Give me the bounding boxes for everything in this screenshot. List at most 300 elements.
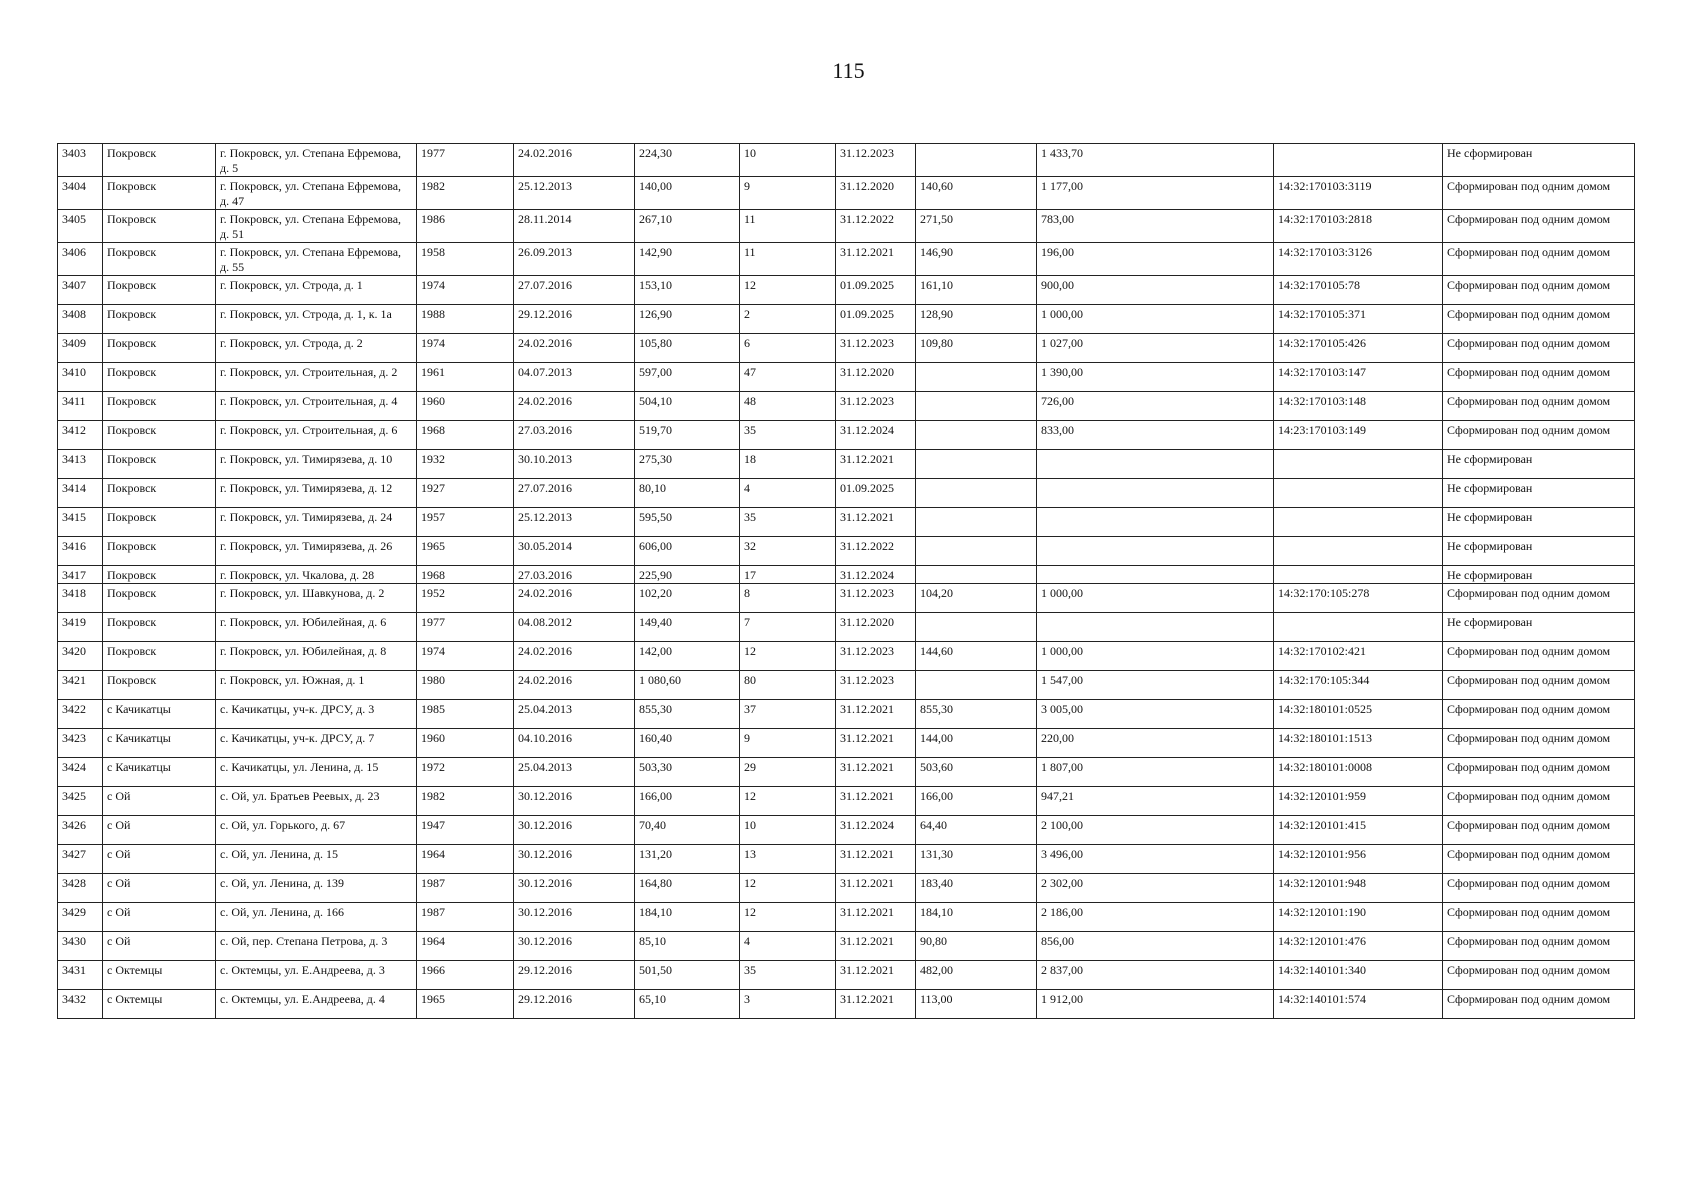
table-row xyxy=(58,144,1635,177)
land-status-cell: Сформирован под одним домом xyxy=(1443,903,1635,932)
deadline-cell: 31.12.2023 xyxy=(836,144,916,177)
cadastral-number-cell xyxy=(1274,479,1443,508)
date-cell: 04.07.2013 xyxy=(514,363,635,392)
land-status-cell: Сформирован под одним домом xyxy=(1443,816,1635,845)
table-row xyxy=(58,450,1635,479)
record-number-cell: 3405 xyxy=(58,210,103,243)
address-cell: г. Покровск, ул. Степана Ефремова, д. 51 xyxy=(216,210,417,243)
address-cell: г. Покровск, ул. Юбилейная, д. 8 xyxy=(216,642,417,671)
year-built-cell: 1947 xyxy=(417,816,514,845)
deadline-cell: 31.12.2023 xyxy=(836,642,916,671)
cadastral-number-cell: 14:32:120101:415 xyxy=(1274,816,1443,845)
cadastral-number-cell: 14:32:170103:148 xyxy=(1274,392,1443,421)
year-built-cell: 1982 xyxy=(417,787,514,816)
land-area-cell xyxy=(916,537,1037,566)
date-cell: 25.04.2013 xyxy=(514,758,635,787)
address-cell: г. Покровск, ул. Тимирязева, д. 10 xyxy=(216,450,417,479)
settlement-cell: с Качикатцы xyxy=(103,700,216,729)
land-status-cell: Сформирован под одним домом xyxy=(1443,671,1635,700)
amount-cell xyxy=(1037,537,1274,566)
area-cell: 65,10 xyxy=(635,990,740,1019)
settlement-cell: Покровск xyxy=(103,210,216,243)
table-row xyxy=(58,642,1635,671)
record-number-cell: 3403 xyxy=(58,144,103,177)
settlement-cell: Покровск xyxy=(103,508,216,537)
amount-cell: 2 837,00 xyxy=(1037,961,1274,990)
land-area-cell: 482,00 xyxy=(916,961,1037,990)
amount-cell: 2 100,00 xyxy=(1037,816,1274,845)
area-cell: 126,90 xyxy=(635,305,740,334)
date-cell: 25.04.2013 xyxy=(514,700,635,729)
land-area-cell: 104,20 xyxy=(916,584,1037,613)
table-row xyxy=(58,305,1635,334)
cadastral-number-cell: 14:32:180101:0008 xyxy=(1274,758,1443,787)
residents-cell: 12 xyxy=(740,874,836,903)
land-area-cell: 166,00 xyxy=(916,787,1037,816)
cadastral-number-cell xyxy=(1274,508,1443,537)
year-built-cell: 1964 xyxy=(417,845,514,874)
record-number-cell: 3414 xyxy=(58,479,103,508)
area-cell: 160,40 xyxy=(635,729,740,758)
land-area-cell xyxy=(916,508,1037,537)
land-area-cell xyxy=(916,613,1037,642)
settlement-cell: с Ой xyxy=(103,903,216,932)
table-row xyxy=(58,334,1635,363)
land-area-cell xyxy=(916,450,1037,479)
table-row xyxy=(58,508,1635,537)
table-row xyxy=(58,671,1635,700)
land-status-cell: Не сформирован xyxy=(1443,479,1635,508)
residents-cell: 12 xyxy=(740,903,836,932)
cadastral-number-cell: 14:32:120101:956 xyxy=(1274,845,1443,874)
land-area-cell: 855,30 xyxy=(916,700,1037,729)
land-status-cell: Сформирован под одним домом xyxy=(1443,642,1635,671)
cadastral-number-cell: 14:32:180101:1513 xyxy=(1274,729,1443,758)
deadline-cell: 31.12.2021 xyxy=(836,932,916,961)
address-cell: с. Октемцы, ул. Е.Андреева, д. 4 xyxy=(216,990,417,1019)
settlement-cell: Покровск xyxy=(103,243,216,276)
year-built-cell: 1932 xyxy=(417,450,514,479)
amount-cell: 2 302,00 xyxy=(1037,874,1274,903)
cadastral-number-cell: 14:32:140101:340 xyxy=(1274,961,1443,990)
settlement-cell: Покровск xyxy=(103,450,216,479)
address-cell: с. Ой, ул. Горького, д. 67 xyxy=(216,816,417,845)
table-row xyxy=(58,421,1635,450)
amount-cell xyxy=(1037,508,1274,537)
year-built-cell: 1980 xyxy=(417,671,514,700)
address-cell: г. Покровск, ул. Южная, д. 1 xyxy=(216,671,417,700)
settlement-cell: Покровск xyxy=(103,671,216,700)
record-number-cell: 3431 xyxy=(58,961,103,990)
area-cell: 504,10 xyxy=(635,392,740,421)
area-cell: 503,30 xyxy=(635,758,740,787)
deadline-cell: 31.12.2024 xyxy=(836,421,916,450)
residents-cell: 12 xyxy=(740,642,836,671)
record-number-cell: 3428 xyxy=(58,874,103,903)
date-cell: 24.02.2016 xyxy=(514,144,635,177)
settlement-cell: с Качикатцы xyxy=(103,758,216,787)
land-area-cell: 146,90 xyxy=(916,243,1037,276)
settlement-cell: Покровск xyxy=(103,144,216,177)
land-area-cell: 184,10 xyxy=(916,903,1037,932)
deadline-cell: 31.12.2022 xyxy=(836,210,916,243)
table-row xyxy=(58,243,1635,276)
residents-cell: 18 xyxy=(740,450,836,479)
area-cell: 140,00 xyxy=(635,177,740,210)
date-cell: 30.12.2016 xyxy=(514,932,635,961)
date-cell: 30.05.2014 xyxy=(514,537,635,566)
table-body xyxy=(58,144,1635,1019)
deadline-cell: 31.12.2024 xyxy=(836,816,916,845)
table-row xyxy=(58,363,1635,392)
record-number-cell: 3419 xyxy=(58,613,103,642)
address-cell: г. Покровск, ул. Строительная, д. 2 xyxy=(216,363,417,392)
year-built-cell: 1958 xyxy=(417,243,514,276)
land-area-cell xyxy=(916,479,1037,508)
table-row xyxy=(58,276,1635,305)
cadastral-number-cell: 14:32:170103:3119 xyxy=(1274,177,1443,210)
date-cell: 25.12.2013 xyxy=(514,508,635,537)
date-cell: 25.12.2013 xyxy=(514,177,635,210)
land-status-cell: Не сформирован xyxy=(1443,144,1635,177)
year-built-cell: 1977 xyxy=(417,144,514,177)
residents-cell: 9 xyxy=(740,729,836,758)
area-cell: 855,30 xyxy=(635,700,740,729)
year-built-cell: 1961 xyxy=(417,363,514,392)
year-built-cell: 1972 xyxy=(417,758,514,787)
area-cell: 275,30 xyxy=(635,450,740,479)
amount-cell xyxy=(1037,479,1274,508)
deadline-cell: 31.12.2021 xyxy=(836,961,916,990)
amount-cell: 1 433,70 xyxy=(1037,144,1274,177)
record-number-cell: 3430 xyxy=(58,932,103,961)
residents-cell: 17 xyxy=(740,566,836,584)
table-row xyxy=(58,537,1635,566)
settlement-cell: с Ой xyxy=(103,932,216,961)
date-cell: 24.02.2016 xyxy=(514,584,635,613)
address-cell: г. Покровск, ул. Тимирязева, д. 26 xyxy=(216,537,417,566)
land-area-cell: 271,50 xyxy=(916,210,1037,243)
year-built-cell: 1968 xyxy=(417,566,514,584)
amount-cell xyxy=(1037,566,1274,584)
record-number-cell: 3427 xyxy=(58,845,103,874)
year-built-cell: 1960 xyxy=(417,392,514,421)
area-cell: 142,00 xyxy=(635,642,740,671)
cadastral-number-cell: 14:32:170:105:344 xyxy=(1274,671,1443,700)
year-built-cell: 1957 xyxy=(417,508,514,537)
table-row xyxy=(58,584,1635,613)
land-status-cell: Не сформирован xyxy=(1443,537,1635,566)
area-cell: 501,50 xyxy=(635,961,740,990)
residents-cell: 7 xyxy=(740,613,836,642)
cadastral-number-cell: 14:23:170103:149 xyxy=(1274,421,1443,450)
settlement-cell: с Октемцы xyxy=(103,990,216,1019)
amount-cell xyxy=(1037,450,1274,479)
date-cell: 27.07.2016 xyxy=(514,479,635,508)
deadline-cell: 31.12.2020 xyxy=(836,613,916,642)
record-number-cell: 3426 xyxy=(58,816,103,845)
area-cell: 597,00 xyxy=(635,363,740,392)
table-row xyxy=(58,729,1635,758)
land-area-cell: 140,60 xyxy=(916,177,1037,210)
record-number-cell: 3432 xyxy=(58,990,103,1019)
land-area-cell xyxy=(916,566,1037,584)
residents-cell: 11 xyxy=(740,243,836,276)
land-area-cell: 144,60 xyxy=(916,642,1037,671)
address-cell: с. Ой, ул. Ленина, д. 15 xyxy=(216,845,417,874)
area-cell: 102,20 xyxy=(635,584,740,613)
amount-cell: 3 496,00 xyxy=(1037,845,1274,874)
year-built-cell: 1974 xyxy=(417,642,514,671)
land-status-cell: Сформирован под одним домом xyxy=(1443,421,1635,450)
land-status-cell: Сформирован под одним домом xyxy=(1443,961,1635,990)
date-cell: 24.02.2016 xyxy=(514,671,635,700)
record-number-cell: 3412 xyxy=(58,421,103,450)
deadline-cell: 31.12.2021 xyxy=(836,874,916,903)
settlement-cell: Покровск xyxy=(103,305,216,334)
residents-cell: 3 xyxy=(740,990,836,1019)
table-row xyxy=(58,903,1635,932)
area-cell: 224,30 xyxy=(635,144,740,177)
land-status-cell: Сформирован под одним домом xyxy=(1443,392,1635,421)
year-built-cell: 1964 xyxy=(417,932,514,961)
deadline-cell: 01.09.2025 xyxy=(836,276,916,305)
land-status-cell: Сформирован под одним домом xyxy=(1443,305,1635,334)
record-number-cell: 3415 xyxy=(58,508,103,537)
address-cell: г. Покровск, ул. Строда, д. 2 xyxy=(216,334,417,363)
settlement-cell: Покровск xyxy=(103,177,216,210)
amount-cell: 1 547,00 xyxy=(1037,671,1274,700)
deadline-cell: 31.12.2021 xyxy=(836,758,916,787)
year-built-cell: 1927 xyxy=(417,479,514,508)
address-cell: с. Ой, ул. Ленина, д. 166 xyxy=(216,903,417,932)
land-area-cell xyxy=(916,671,1037,700)
record-number-cell: 3411 xyxy=(58,392,103,421)
residents-cell: 10 xyxy=(740,144,836,177)
amount-cell: 1 390,00 xyxy=(1037,363,1274,392)
residents-cell: 12 xyxy=(740,276,836,305)
settlement-cell: Покровск xyxy=(103,392,216,421)
amount-cell: 3 005,00 xyxy=(1037,700,1274,729)
area-cell: 142,90 xyxy=(635,243,740,276)
land-status-cell: Не сформирован xyxy=(1443,613,1635,642)
residents-cell: 29 xyxy=(740,758,836,787)
residents-cell: 35 xyxy=(740,961,836,990)
table-row xyxy=(58,961,1635,990)
year-built-cell: 1982 xyxy=(417,177,514,210)
land-status-cell: Не сформирован xyxy=(1443,508,1635,537)
amount-cell: 1 000,00 xyxy=(1037,584,1274,613)
record-number-cell: 3407 xyxy=(58,276,103,305)
land-area-cell: 503,60 xyxy=(916,758,1037,787)
record-number-cell: 3410 xyxy=(58,363,103,392)
deadline-cell: 31.12.2023 xyxy=(836,392,916,421)
cadastral-number-cell xyxy=(1274,450,1443,479)
land-status-cell: Сформирован под одним домом xyxy=(1443,177,1635,210)
cadastral-number-cell: 14:32:120101:959 xyxy=(1274,787,1443,816)
table-row xyxy=(58,816,1635,845)
residents-cell: 37 xyxy=(740,700,836,729)
residents-cell: 35 xyxy=(740,421,836,450)
land-area-cell xyxy=(916,363,1037,392)
cadastral-number-cell: 14:32:120101:948 xyxy=(1274,874,1443,903)
address-cell: г. Покровск, ул. Чкалова, д. 28 xyxy=(216,566,417,584)
land-area-cell: 64,40 xyxy=(916,816,1037,845)
deadline-cell: 31.12.2021 xyxy=(836,243,916,276)
land-status-cell: Сформирован под одним домом xyxy=(1443,276,1635,305)
table-row xyxy=(58,177,1635,210)
residents-cell: 48 xyxy=(740,392,836,421)
amount-cell: 726,00 xyxy=(1037,392,1274,421)
date-cell: 28.11.2014 xyxy=(514,210,635,243)
amount-cell: 947,21 xyxy=(1037,787,1274,816)
settlement-cell: с Ой xyxy=(103,787,216,816)
amount-cell: 833,00 xyxy=(1037,421,1274,450)
settlement-cell: с Ой xyxy=(103,874,216,903)
cadastral-number-cell: 14:32:120101:476 xyxy=(1274,932,1443,961)
settlement-cell: Покровск xyxy=(103,363,216,392)
year-built-cell: 1977 xyxy=(417,613,514,642)
area-cell: 105,80 xyxy=(635,334,740,363)
land-area-cell xyxy=(916,144,1037,177)
cadastral-number-cell: 14:32:170:105:278 xyxy=(1274,584,1443,613)
land-status-cell: Сформирован под одним домом xyxy=(1443,874,1635,903)
residents-cell: 8 xyxy=(740,584,836,613)
year-built-cell: 1965 xyxy=(417,990,514,1019)
record-number-cell: 3408 xyxy=(58,305,103,334)
table-row xyxy=(58,874,1635,903)
land-area-cell: 183,40 xyxy=(916,874,1037,903)
housing-registry-table xyxy=(57,143,1635,1019)
land-status-cell: Сформирован под одним домом xyxy=(1443,363,1635,392)
record-number-cell: 3413 xyxy=(58,450,103,479)
area-cell: 606,00 xyxy=(635,537,740,566)
land-area-cell xyxy=(916,392,1037,421)
land-area-cell: 90,80 xyxy=(916,932,1037,961)
address-cell: с. Качикатцы, ул. Ленина, д. 15 xyxy=(216,758,417,787)
deadline-cell: 31.12.2021 xyxy=(836,700,916,729)
settlement-cell: Покровск xyxy=(103,421,216,450)
deadline-cell: 01.09.2025 xyxy=(836,305,916,334)
deadline-cell: 31.12.2023 xyxy=(836,334,916,363)
settlement-cell: Покровск xyxy=(103,334,216,363)
land-area-cell: 131,30 xyxy=(916,845,1037,874)
deadline-cell: 31.12.2021 xyxy=(836,450,916,479)
table-row xyxy=(58,787,1635,816)
residents-cell: 9 xyxy=(740,177,836,210)
residents-cell: 4 xyxy=(740,479,836,508)
deadline-cell: 31.12.2023 xyxy=(836,671,916,700)
date-cell: 30.12.2016 xyxy=(514,903,635,932)
date-cell: 30.10.2013 xyxy=(514,450,635,479)
record-number-cell: 3409 xyxy=(58,334,103,363)
address-cell: г. Покровск, ул. Юбилейная, д. 6 xyxy=(216,613,417,642)
deadline-cell: 31.12.2020 xyxy=(836,177,916,210)
record-number-cell: 3425 xyxy=(58,787,103,816)
deadline-cell: 31.12.2021 xyxy=(836,787,916,816)
land-area-cell: 113,00 xyxy=(916,990,1037,1019)
date-cell: 26.09.2013 xyxy=(514,243,635,276)
deadline-cell: 01.09.2025 xyxy=(836,479,916,508)
amount-cell: 900,00 xyxy=(1037,276,1274,305)
settlement-cell: Покровск xyxy=(103,642,216,671)
cadastral-number-cell xyxy=(1274,537,1443,566)
amount-cell: 1 177,00 xyxy=(1037,177,1274,210)
record-number-cell: 3417 xyxy=(58,566,103,584)
record-number-cell: 3416 xyxy=(58,537,103,566)
amount-cell: 1 807,00 xyxy=(1037,758,1274,787)
address-cell: г. Покровск, ул. Строда, д. 1 xyxy=(216,276,417,305)
land-area-cell: 144,00 xyxy=(916,729,1037,758)
address-cell: г. Покровск, ул. Степана Ефремова, д. 55 xyxy=(216,243,417,276)
address-cell: с. Ой, пер. Степана Петрова, д. 3 xyxy=(216,932,417,961)
amount-cell xyxy=(1037,613,1274,642)
area-cell: 519,70 xyxy=(635,421,740,450)
deadline-cell: 31.12.2024 xyxy=(836,566,916,584)
date-cell: 30.12.2016 xyxy=(514,874,635,903)
record-number-cell: 3420 xyxy=(58,642,103,671)
cadastral-number-cell: 14:32:170105:426 xyxy=(1274,334,1443,363)
year-built-cell: 1960 xyxy=(417,729,514,758)
record-number-cell: 3422 xyxy=(58,700,103,729)
residents-cell: 13 xyxy=(740,845,836,874)
date-cell: 24.02.2016 xyxy=(514,392,635,421)
land-status-cell: Сформирован под одним домом xyxy=(1443,584,1635,613)
cadastral-number-cell: 14:32:170105:78 xyxy=(1274,276,1443,305)
year-built-cell: 1988 xyxy=(417,305,514,334)
year-built-cell: 1986 xyxy=(417,210,514,243)
area-cell: 153,10 xyxy=(635,276,740,305)
amount-cell: 220,00 xyxy=(1037,729,1274,758)
record-number-cell: 3429 xyxy=(58,903,103,932)
cadastral-number-cell xyxy=(1274,613,1443,642)
settlement-cell: Покровск xyxy=(103,584,216,613)
land-area-cell: 109,80 xyxy=(916,334,1037,363)
cadastral-number-cell: 14:32:140101:574 xyxy=(1274,990,1443,1019)
area-cell: 80,10 xyxy=(635,479,740,508)
residents-cell: 11 xyxy=(740,210,836,243)
address-cell: г. Покровск, ул. Строительная, д. 6 xyxy=(216,421,417,450)
deadline-cell: 31.12.2021 xyxy=(836,508,916,537)
date-cell: 27.03.2016 xyxy=(514,566,635,584)
address-cell: г. Покровск, ул. Тимирязева, д. 24 xyxy=(216,508,417,537)
deadline-cell: 31.12.2021 xyxy=(836,903,916,932)
date-cell: 29.12.2016 xyxy=(514,990,635,1019)
amount-cell: 1 000,00 xyxy=(1037,642,1274,671)
record-number-cell: 3423 xyxy=(58,729,103,758)
year-built-cell: 1987 xyxy=(417,903,514,932)
amount-cell: 856,00 xyxy=(1037,932,1274,961)
date-cell: 04.08.2012 xyxy=(514,613,635,642)
cadastral-number-cell xyxy=(1274,144,1443,177)
table-row xyxy=(58,479,1635,508)
deadline-cell: 31.12.2021 xyxy=(836,990,916,1019)
address-cell: с. Ой, ул. Братьев Реевых, д. 23 xyxy=(216,787,417,816)
cadastral-number-cell: 14:32:170103:147 xyxy=(1274,363,1443,392)
date-cell: 29.12.2016 xyxy=(514,961,635,990)
amount-cell: 783,00 xyxy=(1037,210,1274,243)
date-cell: 27.03.2016 xyxy=(514,421,635,450)
land-status-cell: Сформирован под одним домом xyxy=(1443,845,1635,874)
area-cell: 184,10 xyxy=(635,903,740,932)
settlement-cell: Покровск xyxy=(103,613,216,642)
residents-cell: 32 xyxy=(740,537,836,566)
record-number-cell: 3418 xyxy=(58,584,103,613)
cadastral-number-cell: 14:32:170103:3126 xyxy=(1274,243,1443,276)
year-built-cell: 1974 xyxy=(417,276,514,305)
settlement-cell: с Октемцы xyxy=(103,961,216,990)
area-cell: 595,50 xyxy=(635,508,740,537)
